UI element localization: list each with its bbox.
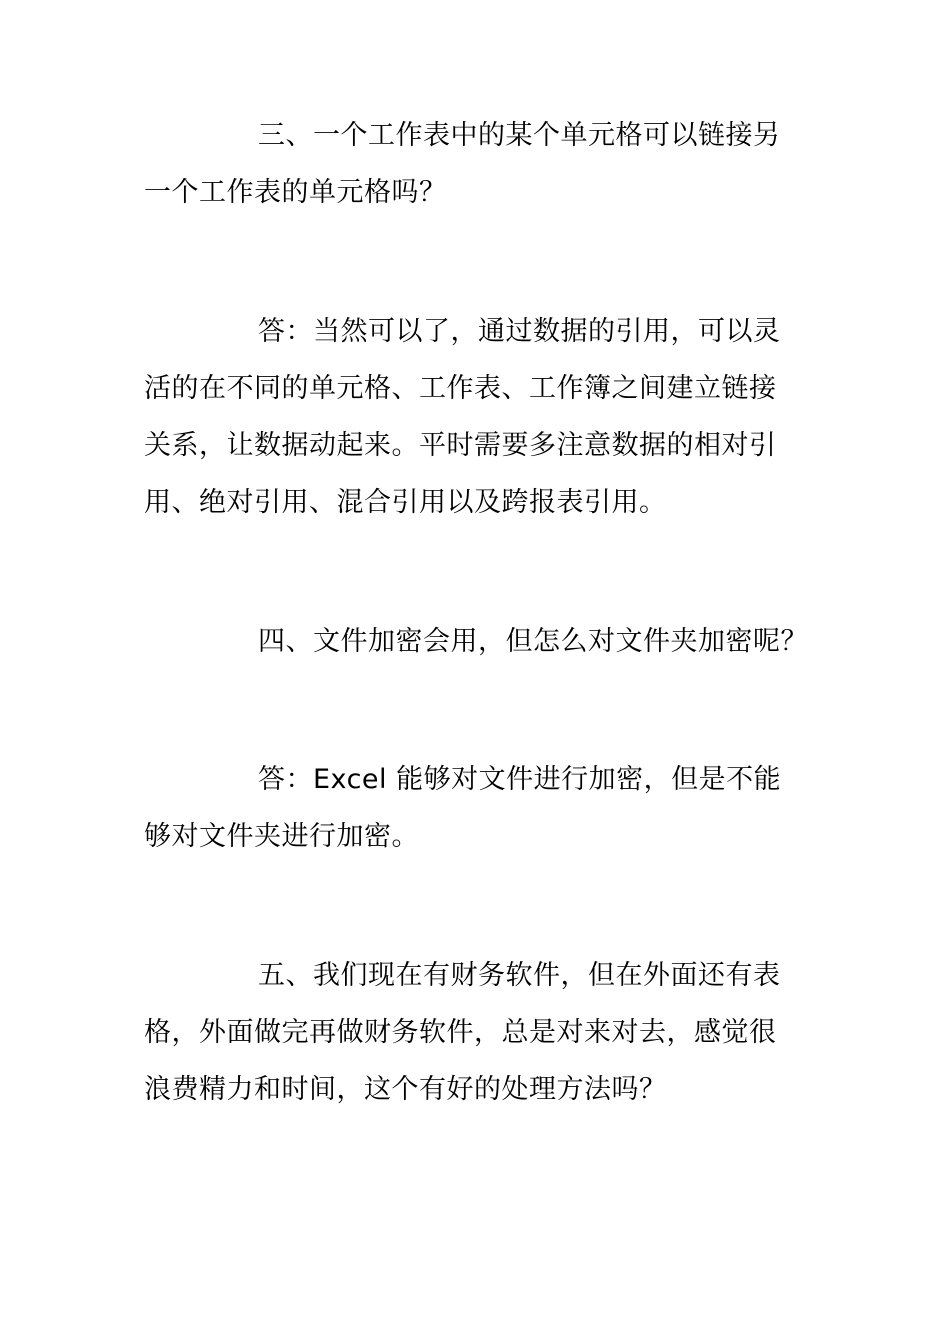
question-4-line-1: 四、文件加密会用，但怎么对文件夹加密呢？ xyxy=(258,626,808,657)
question-3-line-2: 一个工作表的单元格吗？ xyxy=(144,177,447,208)
question-3-line-1: 三、一个工作表中的某个单元格可以链接另 xyxy=(258,120,781,151)
question-5-line-1: 五、我们现在有财务软件，但在外面还有表 xyxy=(258,960,781,991)
question-5-line-2: 格，外面做完再做财务软件，总是对来对去，感觉很 xyxy=(144,1017,777,1048)
answer-3-line-3: 关系，让数据动起来。平时需要多注意数据的相对引 xyxy=(144,430,777,461)
question-5-line-3: 浪费精力和时间，这个有好的处理方法吗？ xyxy=(144,1074,667,1105)
answer-3-line-4: 用、绝对引用、混合引用以及跨报表引用。 xyxy=(144,487,667,518)
answer-4-line-2: 够对文件夹进行加密。 xyxy=(144,821,419,852)
answer-3-line-2: 活的在不同的单元格、工作表、工作簿之间建立链接 xyxy=(144,373,777,404)
answer-3-line-1: 答：当然可以了，通过数据的引用，可以灵 xyxy=(258,316,781,347)
answer-4-line-1: 答：Excel 能够对文件进行加密，但是不能 xyxy=(258,764,782,795)
